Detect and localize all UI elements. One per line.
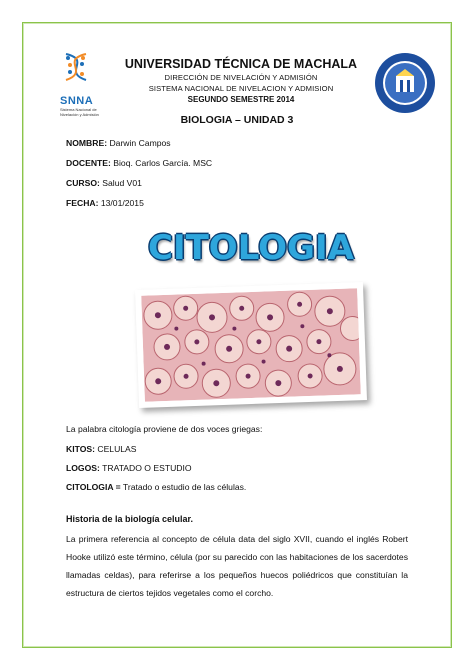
- history-title: Historia de la biología celular.: [66, 514, 194, 524]
- term-logos: [66, 463, 192, 473]
- history-paragraph: La primera referencia al concepto de célula data del siglo XVII, cuando el inglés Robert Hooke utilizó este término, célula (por su parecido con las habitaciones de los sacerdotes llamadas celdas), para referirse a los pequeños huecos poliédricos que constituían la estructura de ciertos tejidos vegetales como el corcho.: [66, 534, 408, 598]
- field-value: Bioq. Carlos García. MSC: [113, 158, 213, 168]
- field-nombre: [66, 138, 171, 148]
- field-docente: [66, 158, 212, 168]
- field-label: NOMBRE:: [66, 138, 108, 148]
- term-citologia: [66, 482, 246, 492]
- cells-image: [141, 288, 361, 401]
- cell-photo: [135, 282, 367, 408]
- field-label: FECHA:: [66, 198, 99, 208]
- field-fecha: [66, 198, 144, 208]
- logo-brand: SNNA: [60, 95, 94, 107]
- term-label: LOGOS:: [66, 463, 100, 473]
- field-label: CURSO:: [66, 178, 100, 188]
- subject-title: BIOLOGIA – UNIDAD 3: [180, 114, 294, 126]
- system-line: SISTEMA NACIONAL DE NIVELACION Y ADMISION: [148, 84, 334, 93]
- dna-icon: [52, 50, 106, 94]
- field-curso: [66, 178, 142, 188]
- field-label: DOCENTE:: [66, 158, 111, 168]
- term-kitos: [66, 444, 137, 454]
- field-value: 13/01/2015: [100, 198, 144, 208]
- term-value: TRATADO O ESTUDIO: [102, 463, 192, 473]
- field-value: Darwin Campos: [109, 138, 171, 148]
- term-value: Tratado o estudio de las células.: [122, 482, 247, 492]
- university-seal-icon: [374, 52, 436, 114]
- term-label: KITOS:: [66, 444, 95, 454]
- citologia-banner: CITOLOGIA: [148, 228, 354, 268]
- intro-text: La palabra citología proviene de dos voces griegas:: [66, 424, 263, 434]
- document-header: [110, 57, 372, 104]
- direction-line: DIRECCIÓN DE NIVELACIÓN Y ADMISIÓN: [164, 73, 318, 82]
- term-label: CITOLOGIA =: [66, 482, 121, 492]
- term-value: CELULAS: [97, 444, 137, 454]
- logo-caption: Sistema Nacional de Nivelación y Admisión: [60, 107, 99, 117]
- semester-line: SEGUNDO SEMESTRE 2014: [187, 95, 295, 104]
- field-value: Salud V01: [102, 178, 142, 188]
- university-name: UNIVERSIDAD TÉCNICA DE MACHALA: [124, 57, 358, 71]
- snna-logo: [52, 50, 106, 118]
